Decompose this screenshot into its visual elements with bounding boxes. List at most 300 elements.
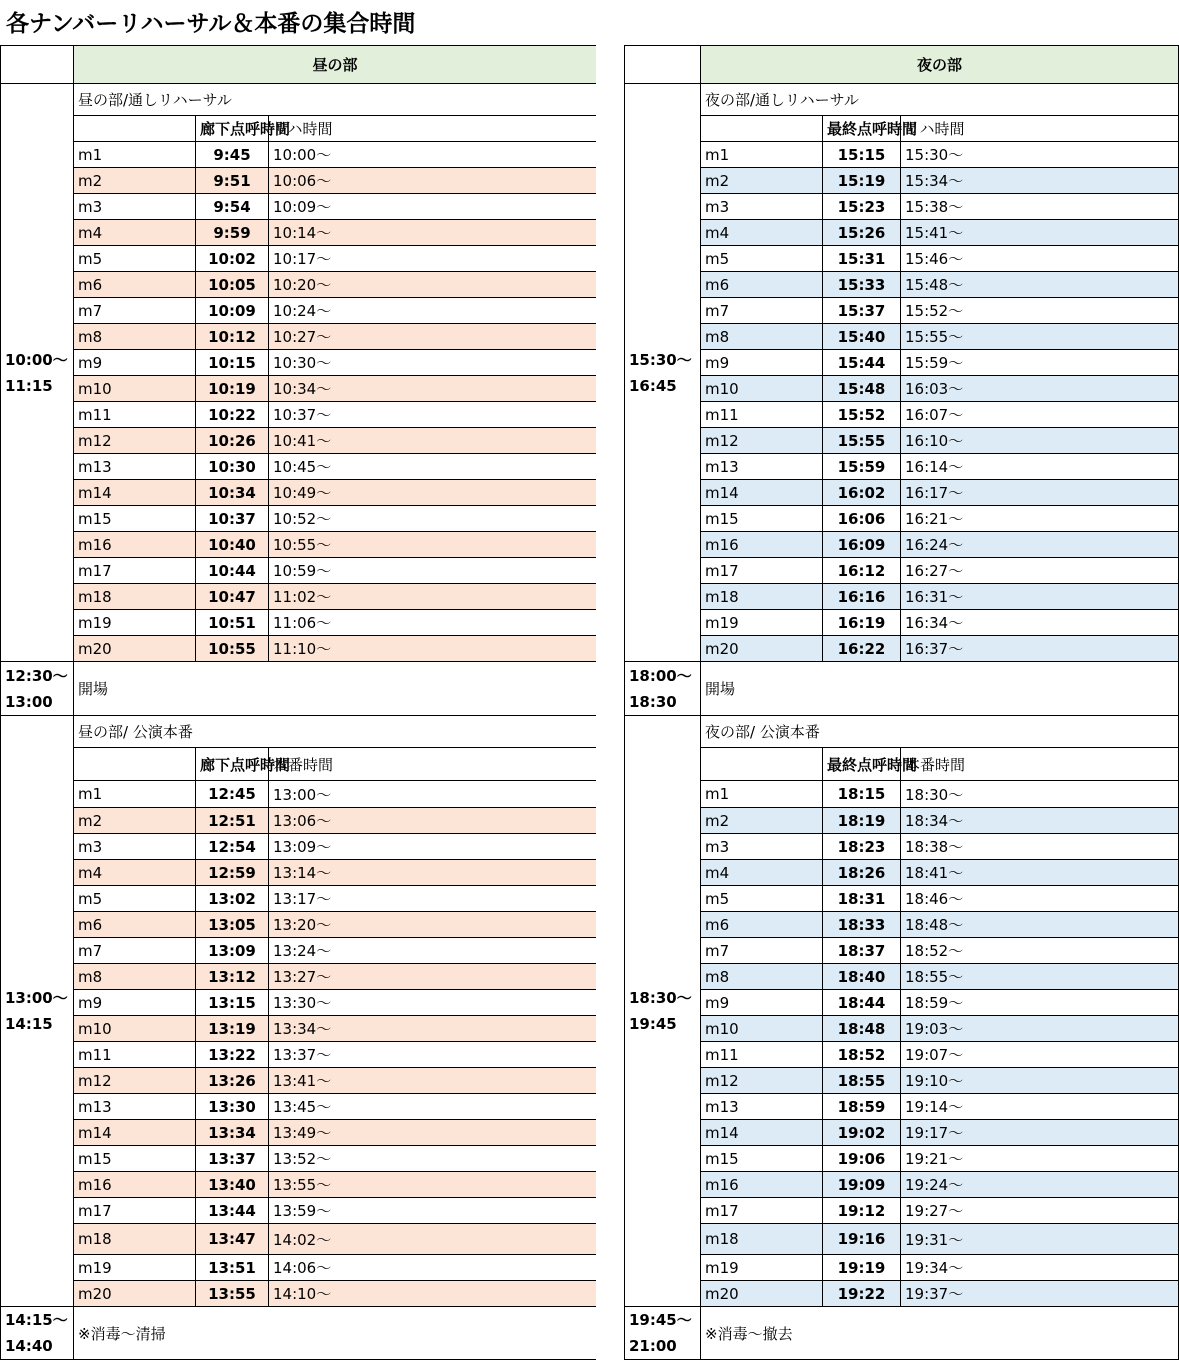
time-range — [1, 1307, 74, 1360]
time-header: 本番時間 — [901, 748, 1179, 781]
number-cell: m3 — [701, 834, 823, 860]
number-cell: m4 — [701, 220, 823, 246]
table-row — [1, 610, 597, 636]
start-time-cell: 14:10～ — [269, 1281, 597, 1307]
call-time-cell: 16:19 — [823, 610, 901, 636]
number-cell: m14 — [74, 1120, 196, 1146]
table-row — [625, 272, 1179, 298]
time-start: 10:00～ — [5, 350, 68, 369]
call-time-cell: 10:34 — [196, 480, 269, 506]
table-row — [625, 1172, 1179, 1198]
call-time-cell: 19:09 — [823, 1172, 901, 1198]
call-time-cell: 9:59 — [196, 220, 269, 246]
table-row — [1, 1068, 597, 1094]
call-time-cell: 10:05 — [196, 272, 269, 298]
number-cell: m11 — [74, 402, 196, 428]
table-row — [1, 1172, 597, 1198]
start-time-cell: 10:30～ — [269, 350, 597, 376]
call-time-cell: 9:51 — [196, 168, 269, 194]
call-time-cell: 10:26 — [196, 428, 269, 454]
call-time-cell: 10:51 — [196, 610, 269, 636]
number-cell: m13 — [701, 1094, 823, 1120]
start-time-cell: 18:38～ — [901, 834, 1179, 860]
call-time-cell: 16:09 — [823, 532, 901, 558]
table-row — [625, 298, 1179, 324]
table-row — [1, 1224, 597, 1255]
day-schedule — [0, 45, 596, 1360]
start-time-cell: 16:07～ — [901, 402, 1179, 428]
table-row — [625, 610, 1179, 636]
number-cell: m2 — [701, 168, 823, 194]
call-time-header: 廊下点呼時間 — [196, 116, 269, 142]
call-time-cell: 18:19 — [823, 808, 901, 834]
call-time-cell: 10:19 — [196, 376, 269, 402]
table-row — [1, 860, 597, 886]
call-time-cell: 13:44 — [196, 1198, 269, 1224]
call-time-cell: 13:47 — [196, 1224, 269, 1255]
night-table — [624, 45, 1179, 1360]
call-time-cell: 18:26 — [823, 860, 901, 886]
start-time-cell: 18:55～ — [901, 964, 1179, 990]
number-cell: m18 — [701, 1224, 823, 1255]
table-row — [1, 480, 597, 506]
table-row — [625, 428, 1179, 454]
call-time-cell: 10:40 — [196, 532, 269, 558]
number-cell: m11 — [701, 1042, 823, 1068]
table-row — [1, 834, 597, 860]
number-cell: m13 — [701, 454, 823, 480]
number-cell: m9 — [701, 350, 823, 376]
call-time-cell: 18:33 — [823, 912, 901, 938]
call-time-cell: 13:15 — [196, 990, 269, 1016]
table-row — [1, 1042, 597, 1068]
call-time-cell: 18:44 — [823, 990, 901, 1016]
start-time-cell: 19:07～ — [901, 1042, 1179, 1068]
table-row — [625, 938, 1179, 964]
table-row — [625, 194, 1179, 220]
call-time-cell: 15:15 — [823, 142, 901, 168]
number-cell: m20 — [74, 1281, 196, 1307]
section-title: 昼の部/通しリハーサル — [74, 84, 597, 116]
number-cell: m18 — [74, 584, 196, 610]
call-time-cell: 15:26 — [823, 220, 901, 246]
start-time-cell: 15:46～ — [901, 246, 1179, 272]
start-time-cell: 11:10～ — [269, 636, 597, 662]
table-row — [625, 350, 1179, 376]
number-cell: m5 — [701, 246, 823, 272]
blank-head — [701, 116, 823, 142]
table-row — [1, 246, 597, 272]
day-table — [0, 45, 597, 1360]
time-range — [625, 1307, 701, 1360]
time-start: 18:00～ — [629, 666, 692, 685]
call-time-cell: 19:16 — [823, 1224, 901, 1255]
table-row — [625, 246, 1179, 272]
start-time-cell: 14:02～ — [269, 1224, 597, 1255]
number-cell: m14 — [701, 480, 823, 506]
time-end: 14:15 — [5, 1015, 53, 1033]
table-row — [625, 964, 1179, 990]
number-cell: m4 — [74, 860, 196, 886]
start-time-cell: 16:14～ — [901, 454, 1179, 480]
time-header: リハ時間 — [269, 116, 597, 142]
time-end: 21:00 — [629, 1337, 677, 1355]
start-time-cell: 13:45～ — [269, 1094, 597, 1120]
table-row — [625, 220, 1179, 246]
start-time-cell: 13:49～ — [269, 1120, 597, 1146]
call-time-cell: 16:22 — [823, 636, 901, 662]
start-time-cell: 19:10～ — [901, 1068, 1179, 1094]
start-time-cell: 13:41～ — [269, 1068, 597, 1094]
call-time-cell: 18:23 — [823, 834, 901, 860]
table-row — [625, 781, 1179, 808]
number-cell: m2 — [74, 808, 196, 834]
start-time-cell: 18:41～ — [901, 860, 1179, 886]
table-row — [1, 532, 597, 558]
number-cell: m1 — [74, 142, 196, 168]
call-time-cell: 15:52 — [823, 402, 901, 428]
table-row — [625, 808, 1179, 834]
table-row — [1, 912, 597, 938]
table-row — [1, 168, 597, 194]
table-row — [1, 964, 597, 990]
call-time-cell: 13:05 — [196, 912, 269, 938]
call-time-cell: 9:54 — [196, 194, 269, 220]
start-time-cell: 15:55～ — [901, 324, 1179, 350]
number-cell: m8 — [701, 324, 823, 350]
blank-corner — [625, 46, 701, 84]
number-cell: m1 — [74, 781, 196, 808]
table-row — [625, 1016, 1179, 1042]
start-time-cell: 13:00～ — [269, 781, 597, 808]
call-time-cell: 10:47 — [196, 584, 269, 610]
start-time-cell: 15:30～ — [901, 142, 1179, 168]
table-row — [625, 480, 1179, 506]
number-cell: m3 — [74, 834, 196, 860]
table-row — [1, 298, 597, 324]
call-time-cell: 13:55 — [196, 1281, 269, 1307]
start-time-cell: 10:59～ — [269, 558, 597, 584]
number-cell: m16 — [701, 532, 823, 558]
table-row — [625, 1042, 1179, 1068]
start-time-cell: 18:34～ — [901, 808, 1179, 834]
table-row — [625, 532, 1179, 558]
table-row — [625, 1120, 1179, 1146]
start-time-cell: 13:30～ — [269, 990, 597, 1016]
number-cell: m15 — [74, 1146, 196, 1172]
number-cell: m6 — [74, 272, 196, 298]
table-row — [1, 194, 597, 220]
number-cell: m4 — [701, 860, 823, 886]
call-time-cell: 13:26 — [196, 1068, 269, 1094]
start-time-cell: 19:17～ — [901, 1120, 1179, 1146]
table-row — [625, 1281, 1179, 1307]
start-time-cell: 18:59～ — [901, 990, 1179, 1016]
time-range — [625, 84, 701, 662]
number-cell: m6 — [701, 272, 823, 298]
start-time-cell: 10:14～ — [269, 220, 597, 246]
number-cell: m7 — [74, 298, 196, 324]
table-row — [1, 376, 597, 402]
start-time-cell: 13:24～ — [269, 938, 597, 964]
start-time-cell: 11:02～ — [269, 584, 597, 610]
call-time-cell: 10:12 — [196, 324, 269, 350]
start-time-cell: 18:52～ — [901, 938, 1179, 964]
page-title: 各ナンバーリハーサル＆本番の集合時間 — [6, 11, 416, 37]
start-time-cell: 10:06～ — [269, 168, 597, 194]
number-cell: m2 — [74, 168, 196, 194]
start-time-cell: 10:09～ — [269, 194, 597, 220]
call-time-cell: 12:54 — [196, 834, 269, 860]
start-time-cell: 19:34～ — [901, 1255, 1179, 1281]
table-row — [1, 1120, 597, 1146]
call-time-cell: 15:40 — [823, 324, 901, 350]
time-start: 19:45～ — [629, 1311, 692, 1329]
time-range — [1, 716, 74, 1307]
start-time-cell: 16:31～ — [901, 584, 1179, 610]
table-row — [625, 1146, 1179, 1172]
start-time-cell: 10:37～ — [269, 402, 597, 428]
number-cell: m7 — [701, 298, 823, 324]
table-row — [625, 168, 1179, 194]
start-time-cell: 13:37～ — [269, 1042, 597, 1068]
number-cell: m12 — [701, 1068, 823, 1094]
table-row — [625, 1094, 1179, 1120]
number-cell: m17 — [701, 1198, 823, 1224]
number-cell: m13 — [74, 1094, 196, 1120]
section-title: 昼の部/ 公演本番 — [74, 716, 597, 748]
table-row — [625, 506, 1179, 532]
time-range — [1, 662, 74, 716]
call-time-header: 最終点呼時間 — [823, 116, 901, 142]
call-time-cell: 10:30 — [196, 454, 269, 480]
call-time-cell: 16:06 — [823, 506, 901, 532]
start-time-cell: 13:20～ — [269, 912, 597, 938]
blank-head — [74, 116, 196, 142]
time-start: 13:00～ — [5, 989, 68, 1007]
call-time-cell: 18:48 — [823, 1016, 901, 1042]
call-time-cell: 15:44 — [823, 350, 901, 376]
number-cell: m16 — [74, 532, 196, 558]
table-row — [1, 506, 597, 532]
table-row — [1, 584, 597, 610]
number-cell: m16 — [701, 1172, 823, 1198]
number-cell: m12 — [74, 1068, 196, 1094]
table-row — [1, 990, 597, 1016]
call-time-cell: 13:51 — [196, 1255, 269, 1281]
time-header: リハ時間 — [901, 116, 1179, 142]
start-time-cell: 10:27～ — [269, 324, 597, 350]
call-time-cell: 18:15 — [823, 781, 901, 808]
call-time-cell: 9:45 — [196, 142, 269, 168]
call-time-cell: 12:59 — [196, 860, 269, 886]
table-row — [1, 938, 597, 964]
call-time-cell: 13:34 — [196, 1120, 269, 1146]
number-cell: m7 — [74, 938, 196, 964]
table-row — [1, 558, 597, 584]
table-row — [625, 990, 1179, 1016]
table-row — [625, 1255, 1179, 1281]
call-time-cell: 12:45 — [196, 781, 269, 808]
table-row — [625, 1068, 1179, 1094]
time-end: 14:40 — [5, 1337, 53, 1355]
opening-label: 開場 — [701, 662, 1179, 716]
table-row — [625, 376, 1179, 402]
time-range — [1, 84, 74, 662]
call-time-cell: 19:06 — [823, 1146, 901, 1172]
table-row — [1, 1255, 597, 1281]
time-start: 14:15～ — [5, 1311, 68, 1329]
call-time-cell: 13:37 — [196, 1146, 269, 1172]
start-time-cell: 19:27～ — [901, 1198, 1179, 1224]
section-title: 夜の部/通しリハーサル — [701, 84, 1179, 116]
table-row — [625, 886, 1179, 912]
time-end: 13:00 — [5, 692, 53, 711]
call-time-header: 最終点呼時間 — [823, 748, 901, 781]
start-time-cell: 19:14～ — [901, 1094, 1179, 1120]
start-time-cell: 10:17～ — [269, 246, 597, 272]
number-cell: m5 — [74, 886, 196, 912]
blank-corner — [1, 46, 74, 84]
number-cell: m4 — [74, 220, 196, 246]
number-cell: m19 — [74, 610, 196, 636]
time-range — [625, 662, 701, 716]
table-row — [1, 272, 597, 298]
number-cell: m6 — [701, 912, 823, 938]
number-cell: m14 — [701, 1120, 823, 1146]
table-row — [1, 886, 597, 912]
call-time-cell: 18:31 — [823, 886, 901, 912]
call-time-cell: 18:40 — [823, 964, 901, 990]
table-row — [625, 558, 1179, 584]
start-time-cell: 13:59～ — [269, 1198, 597, 1224]
number-cell: m11 — [701, 402, 823, 428]
start-time-cell: 19:21～ — [901, 1146, 1179, 1172]
table-row — [625, 584, 1179, 610]
call-time-cell: 16:16 — [823, 584, 901, 610]
start-time-cell: 16:27～ — [901, 558, 1179, 584]
call-time-cell: 18:37 — [823, 938, 901, 964]
time-end: 18:30 — [629, 692, 677, 711]
blank-head — [74, 748, 196, 781]
number-cell: m9 — [701, 990, 823, 1016]
start-time-cell: 10:52～ — [269, 506, 597, 532]
call-time-cell: 13:12 — [196, 964, 269, 990]
start-time-cell: 19:31～ — [901, 1224, 1179, 1255]
call-time-cell: 15:31 — [823, 246, 901, 272]
start-time-cell: 15:34～ — [901, 168, 1179, 194]
table-row — [625, 860, 1179, 886]
start-time-cell: 13:09～ — [269, 834, 597, 860]
table-row — [1, 324, 597, 350]
start-time-cell: 16:37～ — [901, 636, 1179, 662]
table-row — [1, 1281, 597, 1307]
number-cell: m17 — [701, 558, 823, 584]
time-end: 16:45 — [629, 376, 677, 395]
call-time-cell: 10:09 — [196, 298, 269, 324]
table-row — [1, 781, 597, 808]
start-time-cell: 18:48～ — [901, 912, 1179, 938]
start-time-cell: 10:34～ — [269, 376, 597, 402]
day-header: 昼の部 — [74, 46, 597, 84]
call-time-cell: 10:44 — [196, 558, 269, 584]
number-cell: m3 — [701, 194, 823, 220]
table-row — [625, 324, 1179, 350]
number-cell: m10 — [701, 1016, 823, 1042]
call-time-cell: 15:37 — [823, 298, 901, 324]
start-time-cell: 13:34～ — [269, 1016, 597, 1042]
call-time-cell: 13:19 — [196, 1016, 269, 1042]
number-cell: m17 — [74, 558, 196, 584]
start-time-cell: 11:06～ — [269, 610, 597, 636]
number-cell: m19 — [701, 610, 823, 636]
table-row — [1, 142, 597, 168]
call-time-cell: 18:52 — [823, 1042, 901, 1068]
call-time-cell: 10:37 — [196, 506, 269, 532]
number-cell: m20 — [701, 636, 823, 662]
call-time-cell: 15:33 — [823, 272, 901, 298]
number-cell: m19 — [74, 1255, 196, 1281]
table-row — [625, 912, 1179, 938]
call-time-cell: 10:22 — [196, 402, 269, 428]
start-time-cell: 19:24～ — [901, 1172, 1179, 1198]
number-cell: m3 — [74, 194, 196, 220]
time-start: 18:30～ — [629, 989, 692, 1007]
table-row — [1, 402, 597, 428]
number-cell: m10 — [701, 376, 823, 402]
start-time-cell: 19:37～ — [901, 1281, 1179, 1307]
call-time-cell: 10:55 — [196, 636, 269, 662]
number-cell: m5 — [701, 886, 823, 912]
start-time-cell: 13:55～ — [269, 1172, 597, 1198]
number-cell: m1 — [701, 781, 823, 808]
start-time-cell: 18:30～ — [901, 781, 1179, 808]
number-cell: m10 — [74, 376, 196, 402]
number-cell: m9 — [74, 990, 196, 1016]
table-row — [625, 636, 1179, 662]
start-time-cell: 16:17～ — [901, 480, 1179, 506]
call-time-cell: 19:19 — [823, 1255, 901, 1281]
start-time-cell: 13:52～ — [269, 1146, 597, 1172]
number-cell: m12 — [701, 428, 823, 454]
call-time-cell: 13:09 — [196, 938, 269, 964]
start-time-cell: 10:00～ — [269, 142, 597, 168]
night-schedule — [624, 45, 1178, 1360]
column-gap — [596, 45, 624, 1360]
table-row — [625, 834, 1179, 860]
start-time-cell: 13:27～ — [269, 964, 597, 990]
call-time-cell: 13:22 — [196, 1042, 269, 1068]
call-time-cell: 19:22 — [823, 1281, 901, 1307]
number-cell: m13 — [74, 454, 196, 480]
table-row — [625, 1198, 1179, 1224]
start-time-cell: 10:55～ — [269, 532, 597, 558]
start-time-cell: 10:45～ — [269, 454, 597, 480]
number-cell: m6 — [74, 912, 196, 938]
start-time-cell: 10:49～ — [269, 480, 597, 506]
number-cell: m8 — [74, 324, 196, 350]
number-cell: m9 — [74, 350, 196, 376]
night-header: 夜の部 — [701, 46, 1179, 84]
number-cell: m20 — [74, 636, 196, 662]
table-row — [1, 1094, 597, 1120]
call-time-cell: 13:02 — [196, 886, 269, 912]
call-time-cell: 12:51 — [196, 808, 269, 834]
table-row — [1, 350, 597, 376]
time-header: 本番時間 — [269, 748, 597, 781]
table-row — [625, 1224, 1179, 1255]
start-time-cell: 15:41～ — [901, 220, 1179, 246]
